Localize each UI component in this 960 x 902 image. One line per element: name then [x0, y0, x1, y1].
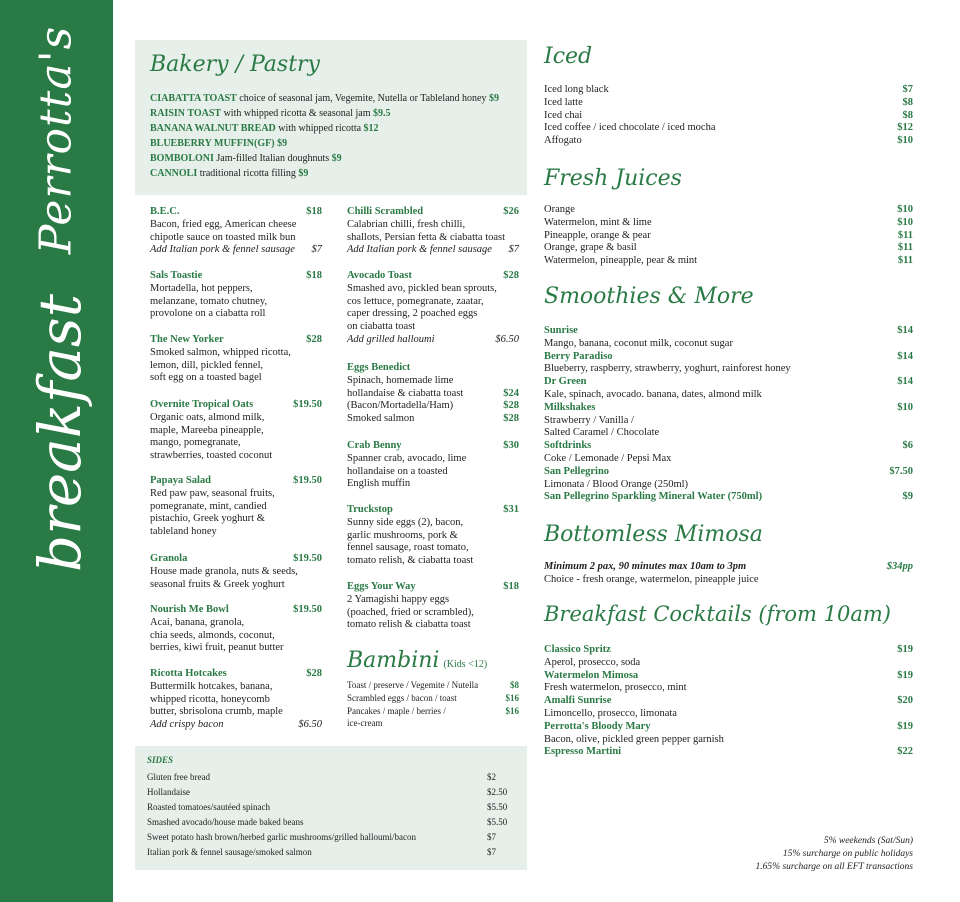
surcharge-weekend: 5% weekends (Sat/Sun) [823, 836, 913, 846]
cocktails-section [544, 602, 913, 759]
side-item: Italian pork & fennel sausage/smoked salmon $7 [147, 847, 496, 857]
bambini-item: Scrambled eggs / bacon / toast $16 [347, 692, 519, 703]
sides-panel [135, 746, 527, 870]
surcharge-notes [756, 835, 913, 874]
drink-item: Iced coffee / iced chocolate / iced mocha $12 [544, 122, 913, 134]
menu-item: B.E.C. $18 Bacon, fried egg, American cheese chipotle sauce on toasted milk bun Add Italian pork & fennel sausage $7 [150, 206, 322, 256]
drink-item: Sunrise $14 Mango, banana, coconut milk, coconut sugar [544, 325, 913, 349]
drink-item: Dr Green $14 Kale, spinach, avocado. banana, dates, almond milk [544, 376, 913, 400]
menu-item: Papaya Salad $19.50 Red paw paw, seasonal fruits, pomegranate, mint, candied pistachio, Greek yoghurt & tableland honey [150, 475, 322, 538]
surcharge-holidays: 15% surcharge on public holidays [782, 849, 913, 859]
mimosa-choice: Choice - fresh orange, watermelon, pineapple juice [544, 573, 759, 585]
menu-item: Eggs Benedict Spinach, homemade lime hollandaise & ciabatta toast $24 (Bacon/Mortadella/Ham) $28 Smoked salmon $28 [347, 362, 519, 425]
drink-item: Affogato $10 [544, 135, 913, 147]
bambini-title: Bambini [347, 648, 440, 673]
side-item: Roasted tomatoes/sautéed spinach $5.50 [147, 802, 508, 812]
drink-item: Pineapple, orange & pear $11 [544, 229, 913, 241]
drink-item: San Pellegrino Sparkling Mineral Water (750ml) $9 [544, 491, 913, 503]
menu-item: Ricotta Hotcakes $28 Buttermilk hotcakes, banana, whipped ricotta, honeycomb butter, sbrisolona crumb, maple Add crispy bacon $6.50 [150, 668, 322, 731]
drink-item: Milkshakes $10 Strawberry / Vanilla / Salted Caramel / Chocolate [544, 401, 913, 439]
bambini-subtitle: (Kids <12) [443, 659, 488, 670]
drink-item: Iced chai $8 [544, 109, 913, 121]
juices-title: Fresh Juices [544, 166, 682, 191]
drink-item: Iced latte $8 [544, 96, 913, 108]
drink-item: Amalfi Sunrise $20 Limoncello, prosecco, limonata [544, 695, 913, 719]
sidebar [0, 0, 113, 902]
menu-item: The New Yorker $28 Smoked salmon, whipped ricotta, lemon, dill, pickled fennel, soft egg on a toasted bagel [150, 334, 322, 384]
bakery-item: BANANA WALNUT BREAD with whipped ricotta $12 [150, 123, 379, 134]
drink-item: Orange $10 [544, 204, 913, 215]
juices-section [544, 166, 913, 268]
side-item: Sweet potato hash brown/herbed garlic mushrooms/grilled halloumi/bacon $7 [147, 832, 496, 842]
iced-title: Iced [544, 44, 593, 69]
bambini-item: Pancakes / maple / berries / $16 [347, 705, 519, 716]
bambini-section [347, 648, 519, 730]
menu-item: Granola $19.50 House made granola, nuts & seeds, seasonal fruits & Greek yoghurt [150, 553, 322, 590]
drink-item: Watermelon Mimosa $19 Fresh watermelon, prosecco, mint [544, 669, 913, 694]
menu-item: Eggs Your Way $18 2 Yamagishi happy eggs (poached, fried or scrambled), tomato relish & ciabatta toast [347, 581, 519, 631]
smoothies-section [544, 284, 913, 504]
drink-item: Watermelon, mint & lime $10 [544, 216, 913, 228]
drink-item: Berry Paradiso $14 Blueberry, raspberry, strawberry, yoghurt, rainforest honey [544, 350, 913, 375]
drink-item: Classico Spritz $19 Aperol, prosecco, soda [544, 644, 913, 668]
bakery-title: Bakery / Pastry [150, 52, 320, 77]
menu-item: Chilli Scrambled $26 Calabrian chilli, fresh chilli, shallots, Persian fetta & ciabatta toast Add Italian pork & fennel sausage $7 [347, 206, 519, 256]
bakery-item: BOMBOLONI Jam-filled Italian doughnuts $9 [150, 153, 342, 164]
drink-item: Watermelon, pineapple, pear & mint $11 [544, 255, 913, 267]
menu-item: Truckstop $31 Sunny side eggs (2), bacon, garlic mushrooms, pork & fennel sausage, roast tomato, tomato relish, & ciabatta toast [347, 504, 519, 567]
menu-item: Crab Benny $30 Spanner crab, avocado, lime hollandaise on a toasted English muffin [347, 440, 519, 490]
mimosa-terms: Minimum 2 pax, 90 minutes max 10am to 3pm [544, 561, 747, 572]
bakery-item: BLUEBERRY MUFFIN(GF) $9 [150, 138, 288, 149]
sides-title: SIDES [147, 755, 174, 765]
mimosa-section [544, 522, 913, 587]
bakery-item: CANNOLI traditional ricotta filling $9 [150, 168, 309, 179]
drink-item: Perrotta's Bloody Mary $19 Bacon, olive, pickled green pepper garnish [544, 720, 913, 745]
bambini-item: Toast / preserve / Vegemite / Nutella $8 [347, 680, 519, 690]
bakery-item: CIABATTA TOAST choice of seasonal jam, Vegemite, Nutella or Tableland honey $9 [150, 93, 499, 104]
menu-item: Nourish Me Bowl $19.50 Acai, banana, granola, chia seeds, almonds, coconut, berries, kiwi fruit, peanut butter [150, 604, 322, 654]
mimosa-price: $34pp [886, 561, 913, 572]
mimosa-title: Bottomless Mimosa [544, 522, 763, 547]
drink-item: Softdrinks $6 Coke / Lemonade / Pepsi Max [544, 440, 913, 464]
drink-item: San Pellegrino $7.50 Limonata / Blood Orange (250ml) [544, 465, 913, 490]
menu-item: Sals Toastie $18 Mortadella, hot peppers, melanzane, tomato chutney, provolone on a ciabatta roll [150, 270, 322, 320]
smoothies-title: Smoothies & More [544, 284, 754, 309]
drink-item: Iced long black $7 [544, 84, 913, 95]
surcharge-eft: 1.65% surcharge on all EFT transactions [755, 862, 913, 872]
drink-item: Orange, grape & basil $11 [544, 242, 913, 254]
drink-item: Espresso Martini $22 [544, 746, 913, 758]
side-item: Gluten free bread $2 [147, 772, 496, 782]
side-item: Hollandaise $2.50 [147, 787, 508, 797]
menu-item: Overnite Tropical Oats $19.50 Organic oats, almond milk, maple, Mareeba pineapple, mango, pomegranate, strawberries, toasted coconut [150, 399, 322, 462]
sidebar-title: breakfast [26, 293, 94, 573]
side-item: Smashed avocado/house made baked beans $5.50 [147, 817, 508, 827]
cocktails-title: Breakfast Cocktails (from 10am) [544, 602, 891, 626]
menu-item: Avocado Toast $28 Smashed avo, pickled bean sprouts, cos lettuce, pomegranate, zaatar, caper dressing, 2 poached eggs on ciabatta toast Add grilled halloumi $6.50 [347, 270, 519, 345]
bambini-item: ice-cream [347, 718, 383, 729]
bakery-panel [135, 40, 527, 195]
brand-logo: Perrotta's [30, 25, 82, 255]
bakery-list [150, 91, 499, 181]
bakery-item: RAISIN TOAST with whipped ricotta & seasonal jam $9.5 [150, 108, 391, 119]
iced-section [544, 44, 913, 148]
